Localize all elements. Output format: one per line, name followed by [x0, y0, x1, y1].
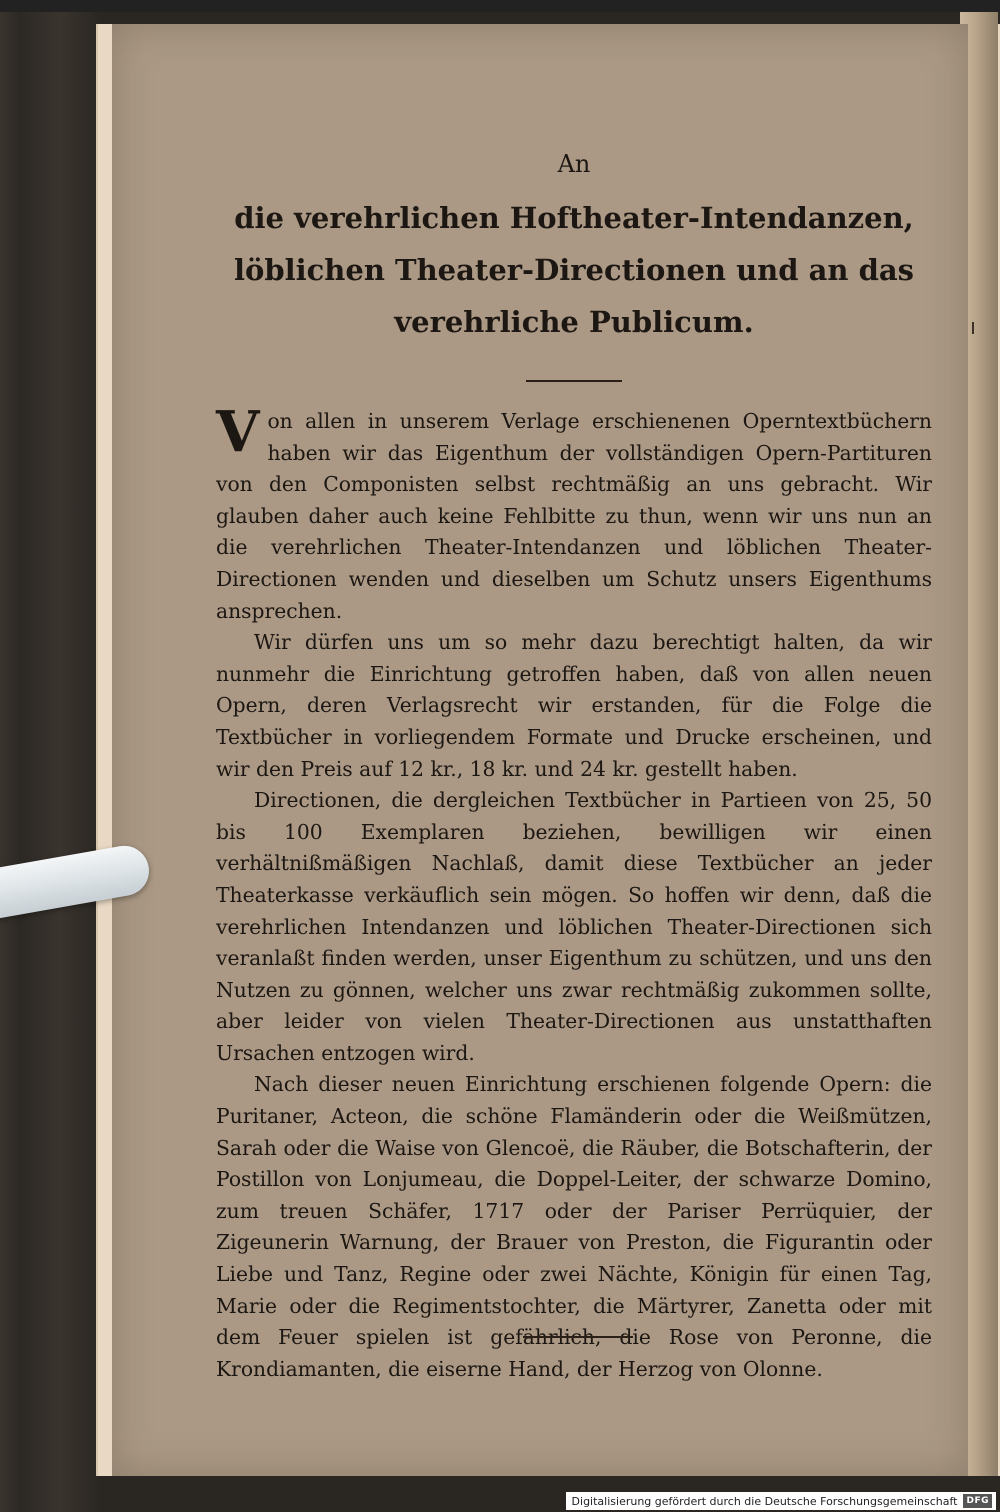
salutation: An [557, 150, 591, 178]
page-text [216, 144, 932, 1385]
scan-top-edge [0, 0, 1000, 12]
dfg-logo: DFG [963, 1494, 992, 1508]
paragraph-3: Directionen, die dergleichen Textbücher in Partieen von 25, 50 bis 100 Exemplaren beziehen, bewilligen wir einen verhältnißmäßigen Nachlaß, damit diese Textbücher an jeder Theaterkasse verkäuflich sein mögen. So hoffen wir denn, daß die verehrlichen Intendanzen und löblichen Theater-Directionen sich veranlaßt finden werden, unser Eigenthum zu schützen, und uns den Nutzen zu gönnen, welcher uns zwar rechtmäßig zukommen sollte, aber leider von vielen Theater-Directionen aus unstatthaften Ursachen entzogen wird. [216, 788, 932, 1065]
digitization-footer [566, 1492, 996, 1510]
footer-credit: Digitalisierung gefördert durch die Deutsche Forschungsgemeinschaft [571, 1494, 958, 1508]
margin-mark [972, 322, 974, 334]
top-divider [526, 380, 622, 382]
paragraph-1-text: on allen in unserem Verlage erschienenen Operntextbüchern haben wir das Eigenthum der vollständigen Opern-Partituren von den Componisten selbst rechtmäßig an uns gebracht. Wir glauben daher auch keine Fehlbitte zu thun, wenn wir uns nun an die verehrlichen Theater-Intendanzen und löblichen Theater-Directionen wenden und dieselben um Schutz unsers Eigenthums ansprechen. [216, 409, 932, 623]
paragraph-4: Nach dieser neuen Einrichtung erschienen folgende Opern: die Puritaner, Acteon, die schöne Flamänderin oder die Weißmützen, Sarah oder die Waise von Glencoë, die Räuber, die Botschafterin, der Postillon von Lonjumeau, die Doppel-Leiter, der schwarze Domino, zum treuen Schäfer, 1717 oder der Pariser Perrüquier, der Zigeunerin Warnung, der Brauer von Preston, die Figurantin oder Liebe und Tanz, Regine oder zwei Nächte, Königin für einen Tag, Marie oder die Regimentstochter, die Märtyrer, Zanetta oder mit dem Feuer spielen ist gefährlich, die Rose von Peronne, die Krondiamanten, die eiserne Hand, der Herzog von Olonne. [216, 1072, 932, 1381]
initial-letter: V [216, 399, 260, 465]
paragraph-1 [216, 399, 932, 627]
document-page [112, 24, 968, 1476]
paragraph-2: Wir dürfen uns um so mehr dazu berechtigt halten, da wir nunmehr die Einrichtung getroffen haben, daß von allen neuen Opern, deren Verlagsrecht wir erstanden, für die Folge die Textbücher in vorliegendem Formate und Drucke erscheinen, und wir den Preis auf 12 kr., 18 kr. und 24 kr. gestellt haben. [216, 630, 932, 781]
bottom-divider [523, 1336, 633, 1338]
document-heading: die verehrlichen Hoftheater-Intendanzen, löblichen Theater-Directionen und an das verehrliche Publicum. [233, 201, 915, 339]
